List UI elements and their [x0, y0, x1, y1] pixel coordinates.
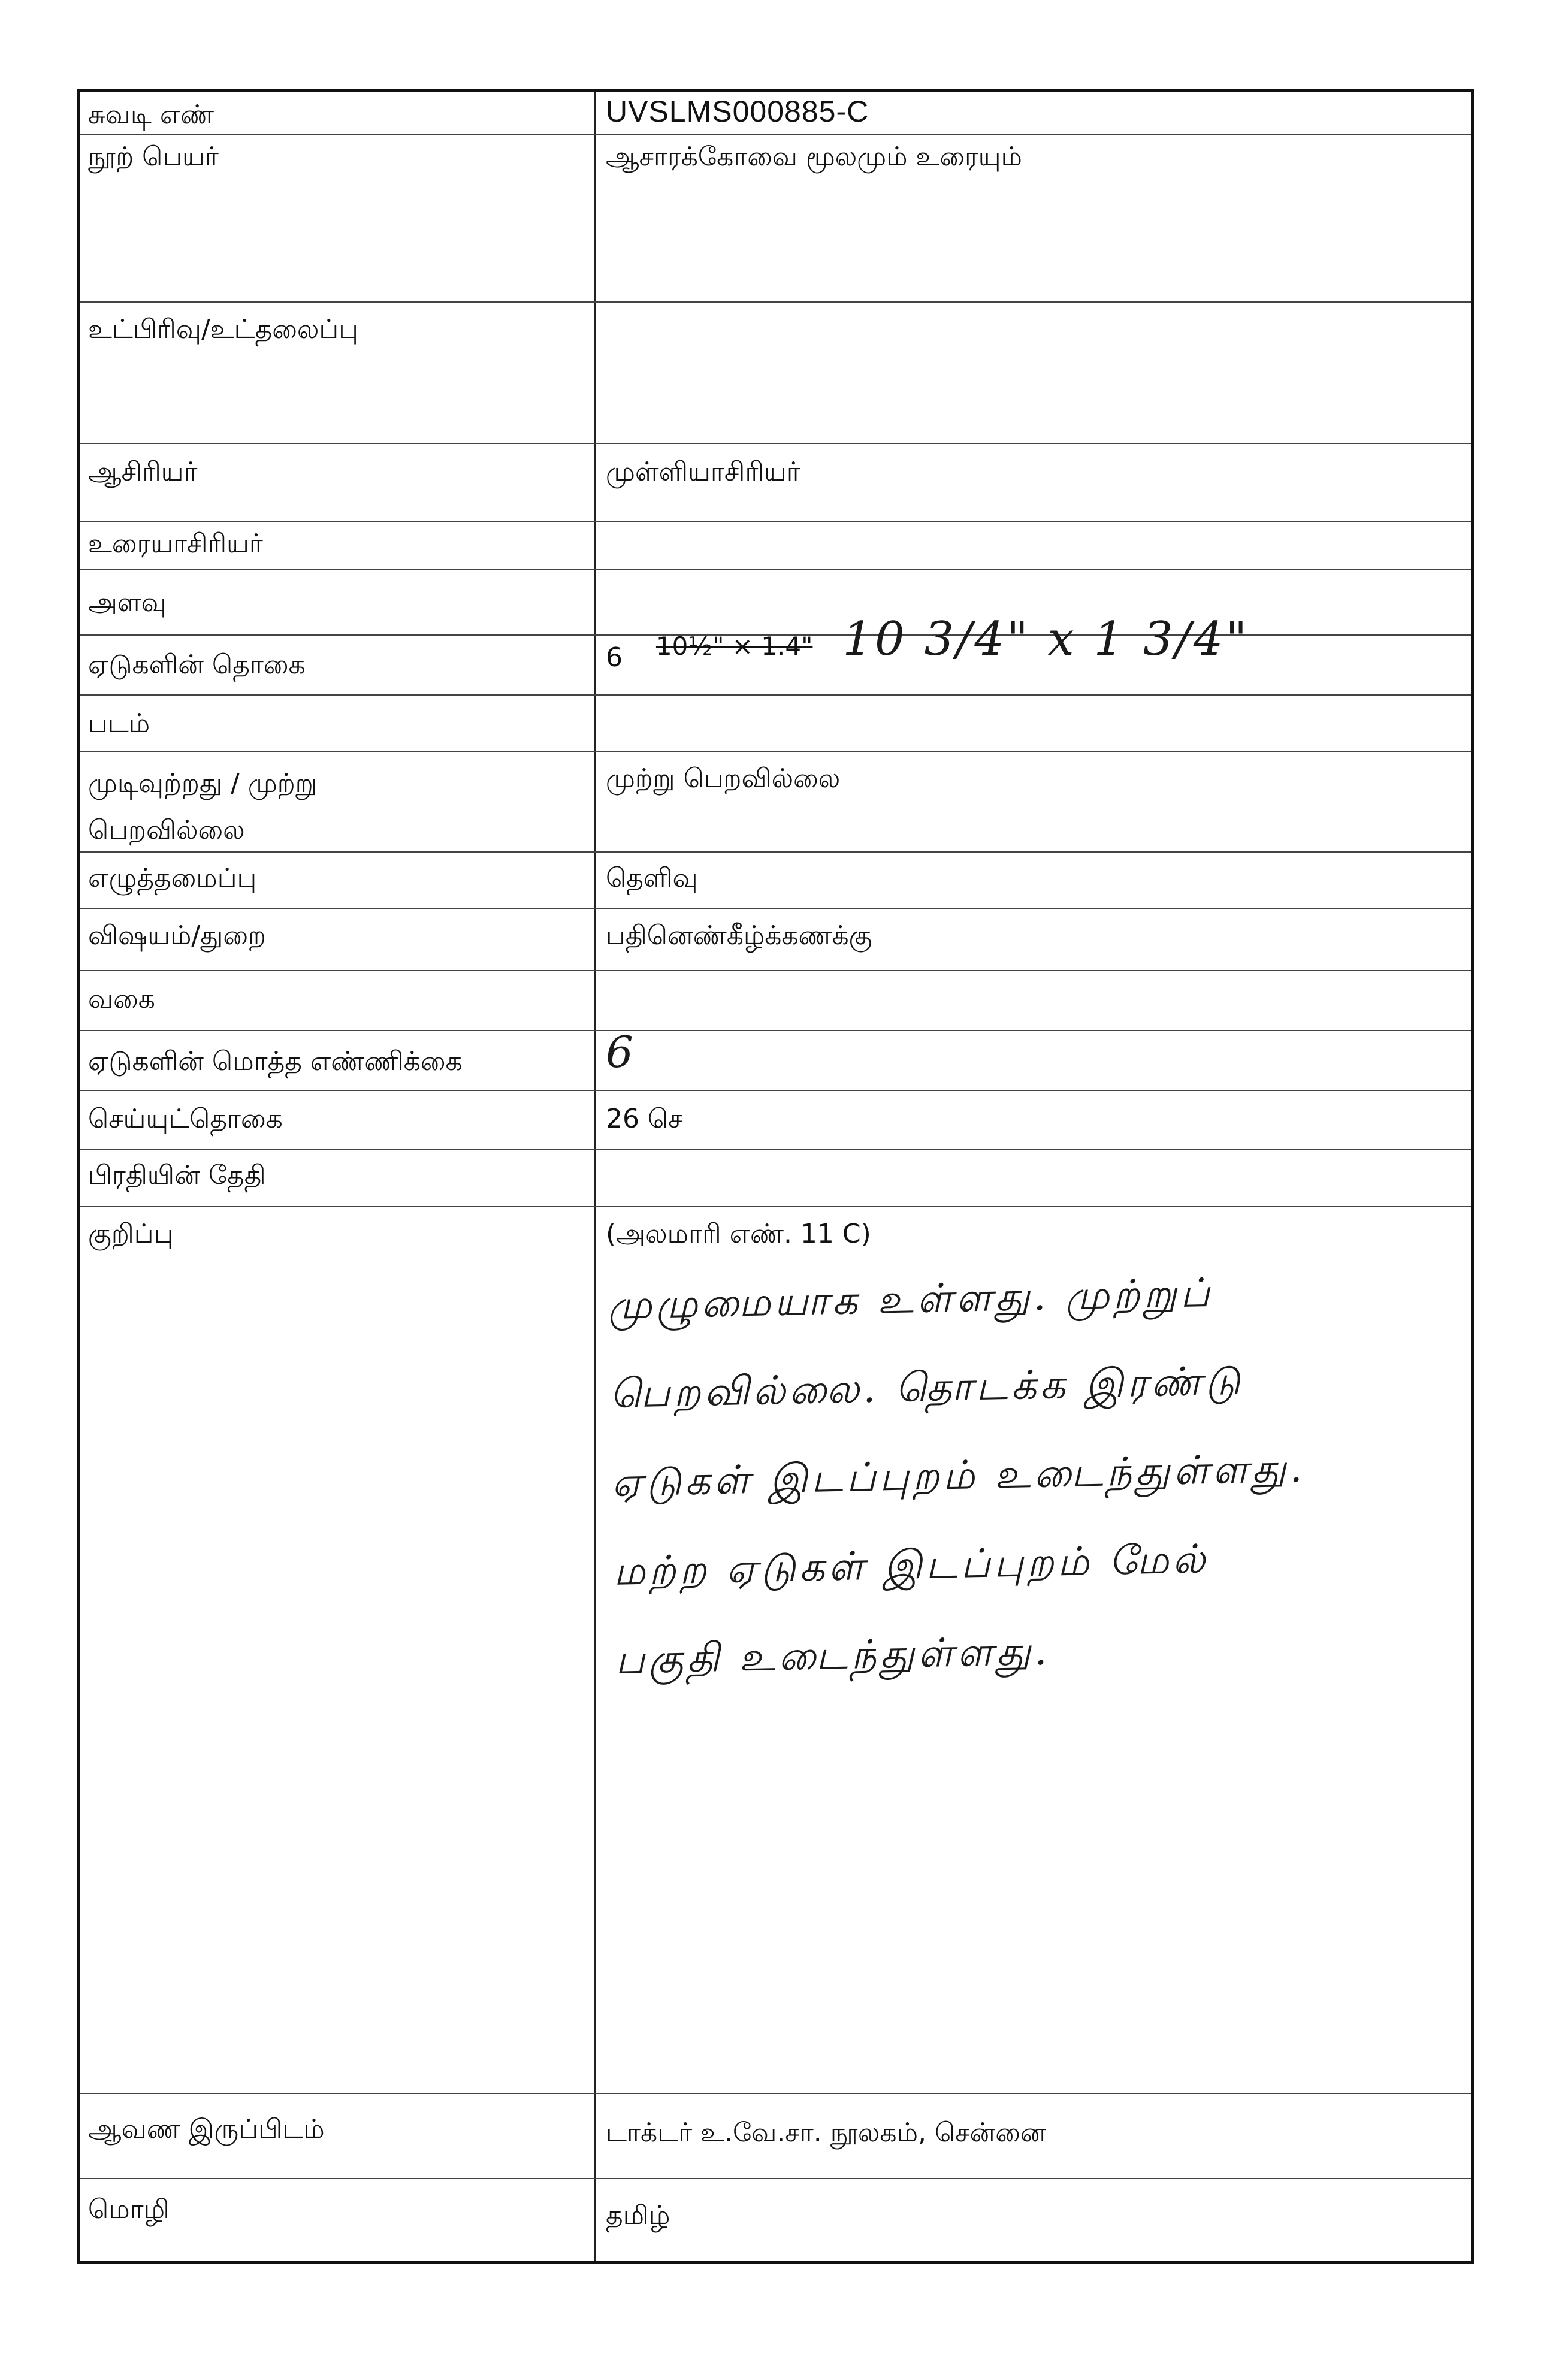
- label-title: நூற் பெயர்: [88, 141, 219, 172]
- row-notes: [80, 1207, 1471, 2094]
- row-title: [80, 135, 1471, 303]
- label-verse-count: செய்யுட்தொகை: [88, 1104, 283, 1134]
- label-leaf-count: ஏடுகளின் தொகை: [88, 649, 306, 680]
- manuscript-record-form: [77, 89, 1474, 2264]
- column-divider: [594, 1091, 596, 1149]
- value-author: முள்ளியாசிரியர்: [606, 457, 800, 487]
- row-manuscript-number: [80, 92, 1471, 135]
- column-divider: [594, 92, 596, 134]
- row-script: [80, 853, 1471, 909]
- label-repository: ஆவண இருப்பிடம்: [88, 2114, 325, 2144]
- row-copy-date: [80, 1150, 1471, 1207]
- row-leaf-count: [80, 636, 1471, 696]
- value-notes-shelf: (அலமாரி எண். 11 C): [606, 1219, 871, 1249]
- label-commentator: உரையாசிரியர்: [88, 528, 263, 559]
- value-total-leaves: [606, 1027, 1457, 1077]
- value-size-handwritten: 10 3/4" x 1 3/4": [842, 612, 1250, 666]
- column-divider: [594, 2179, 596, 2261]
- value-manuscript-number: UVSLMS000885-C: [606, 95, 869, 128]
- row-total-leaves: [80, 1027, 1471, 1091]
- value-completion: முற்று பெறவில்லை: [606, 763, 841, 794]
- value-subject: பதினெண்கீழ்க்கணக்கு: [606, 920, 872, 951]
- column-divider: [594, 2094, 596, 2178]
- row-subject: [80, 909, 1471, 971]
- label-subtitle: உட்பிரிவு/உட்தலைப்பு: [88, 314, 358, 345]
- row-illustration: [80, 696, 1471, 752]
- column-divider: [594, 636, 596, 694]
- column-divider: [594, 1150, 596, 1206]
- value-total-leaves-handwritten: 6: [606, 1027, 633, 1077]
- row-repository: [80, 2094, 1471, 2179]
- label-completion: முடிவுற்றது / முற்று பெறவில்லை: [88, 768, 318, 845]
- column-divider: [594, 1031, 596, 1090]
- row-type: [80, 971, 1471, 1031]
- label-subject: விஷயம்/துறை: [88, 920, 266, 951]
- column-divider: [594, 752, 596, 851]
- column-divider: [594, 909, 596, 970]
- notes-handwritten: முழுமையாக உள்ளது. முற்றுப் பெறவில்லை. தொடக்க இரண்டு ஏடுகள் இடப்புறம் உடைந்துள்ளது. மற்ற ஏடுகள் இடப்புறம் மேல் பகுதி உடைந்துள்ளது.: [607, 1269, 1307, 1683]
- row-subtitle: [80, 303, 1471, 444]
- row-verse-count: [80, 1091, 1471, 1150]
- value-language: தமிழ்: [606, 2200, 670, 2231]
- label-type: வகை: [88, 984, 155, 1014]
- label-language: மொழி: [88, 2194, 170, 2225]
- label-notes: குறிப்பு: [88, 1219, 174, 1249]
- value-leaf-count: 6: [606, 642, 623, 673]
- value-script: தெளிவு: [606, 863, 698, 893]
- column-divider: [594, 971, 596, 1030]
- column-divider: [594, 570, 596, 634]
- label-total-leaves: ஏடுகளின் மொத்த எண்ணிக்கை: [88, 1046, 463, 1077]
- column-divider: [594, 444, 596, 521]
- value-repository: டாக்டர் உ.வே.சா. நூலகம், சென்னை: [606, 2117, 1046, 2148]
- column-divider: [594, 522, 596, 569]
- row-language: [80, 2179, 1471, 2261]
- label-manuscript-number: சுவடி எண்: [88, 99, 214, 130]
- value-verse-count: 26 செ: [606, 1104, 683, 1134]
- label-copy-date: பிரதியின் தேதி: [88, 1160, 266, 1190]
- row-completion: [80, 752, 1471, 853]
- column-divider: [594, 135, 596, 301]
- row-author: [80, 444, 1471, 522]
- row-commentator: [80, 522, 1471, 570]
- label-script: எழுத்தமைப்பு: [88, 863, 257, 893]
- label-author: ஆசிரியர்: [88, 457, 198, 487]
- column-divider: [594, 1207, 596, 2093]
- column-divider: [594, 696, 596, 751]
- value-title: ஆசாரக்கோவை மூலமும் உரையும்: [606, 141, 1022, 172]
- label-size: அளவு: [88, 587, 167, 618]
- value-size-struck: 10½" × 1.4": [655, 631, 813, 661]
- column-divider: [594, 303, 596, 443]
- column-divider: [594, 853, 596, 908]
- label-illustration: படம்: [88, 708, 150, 739]
